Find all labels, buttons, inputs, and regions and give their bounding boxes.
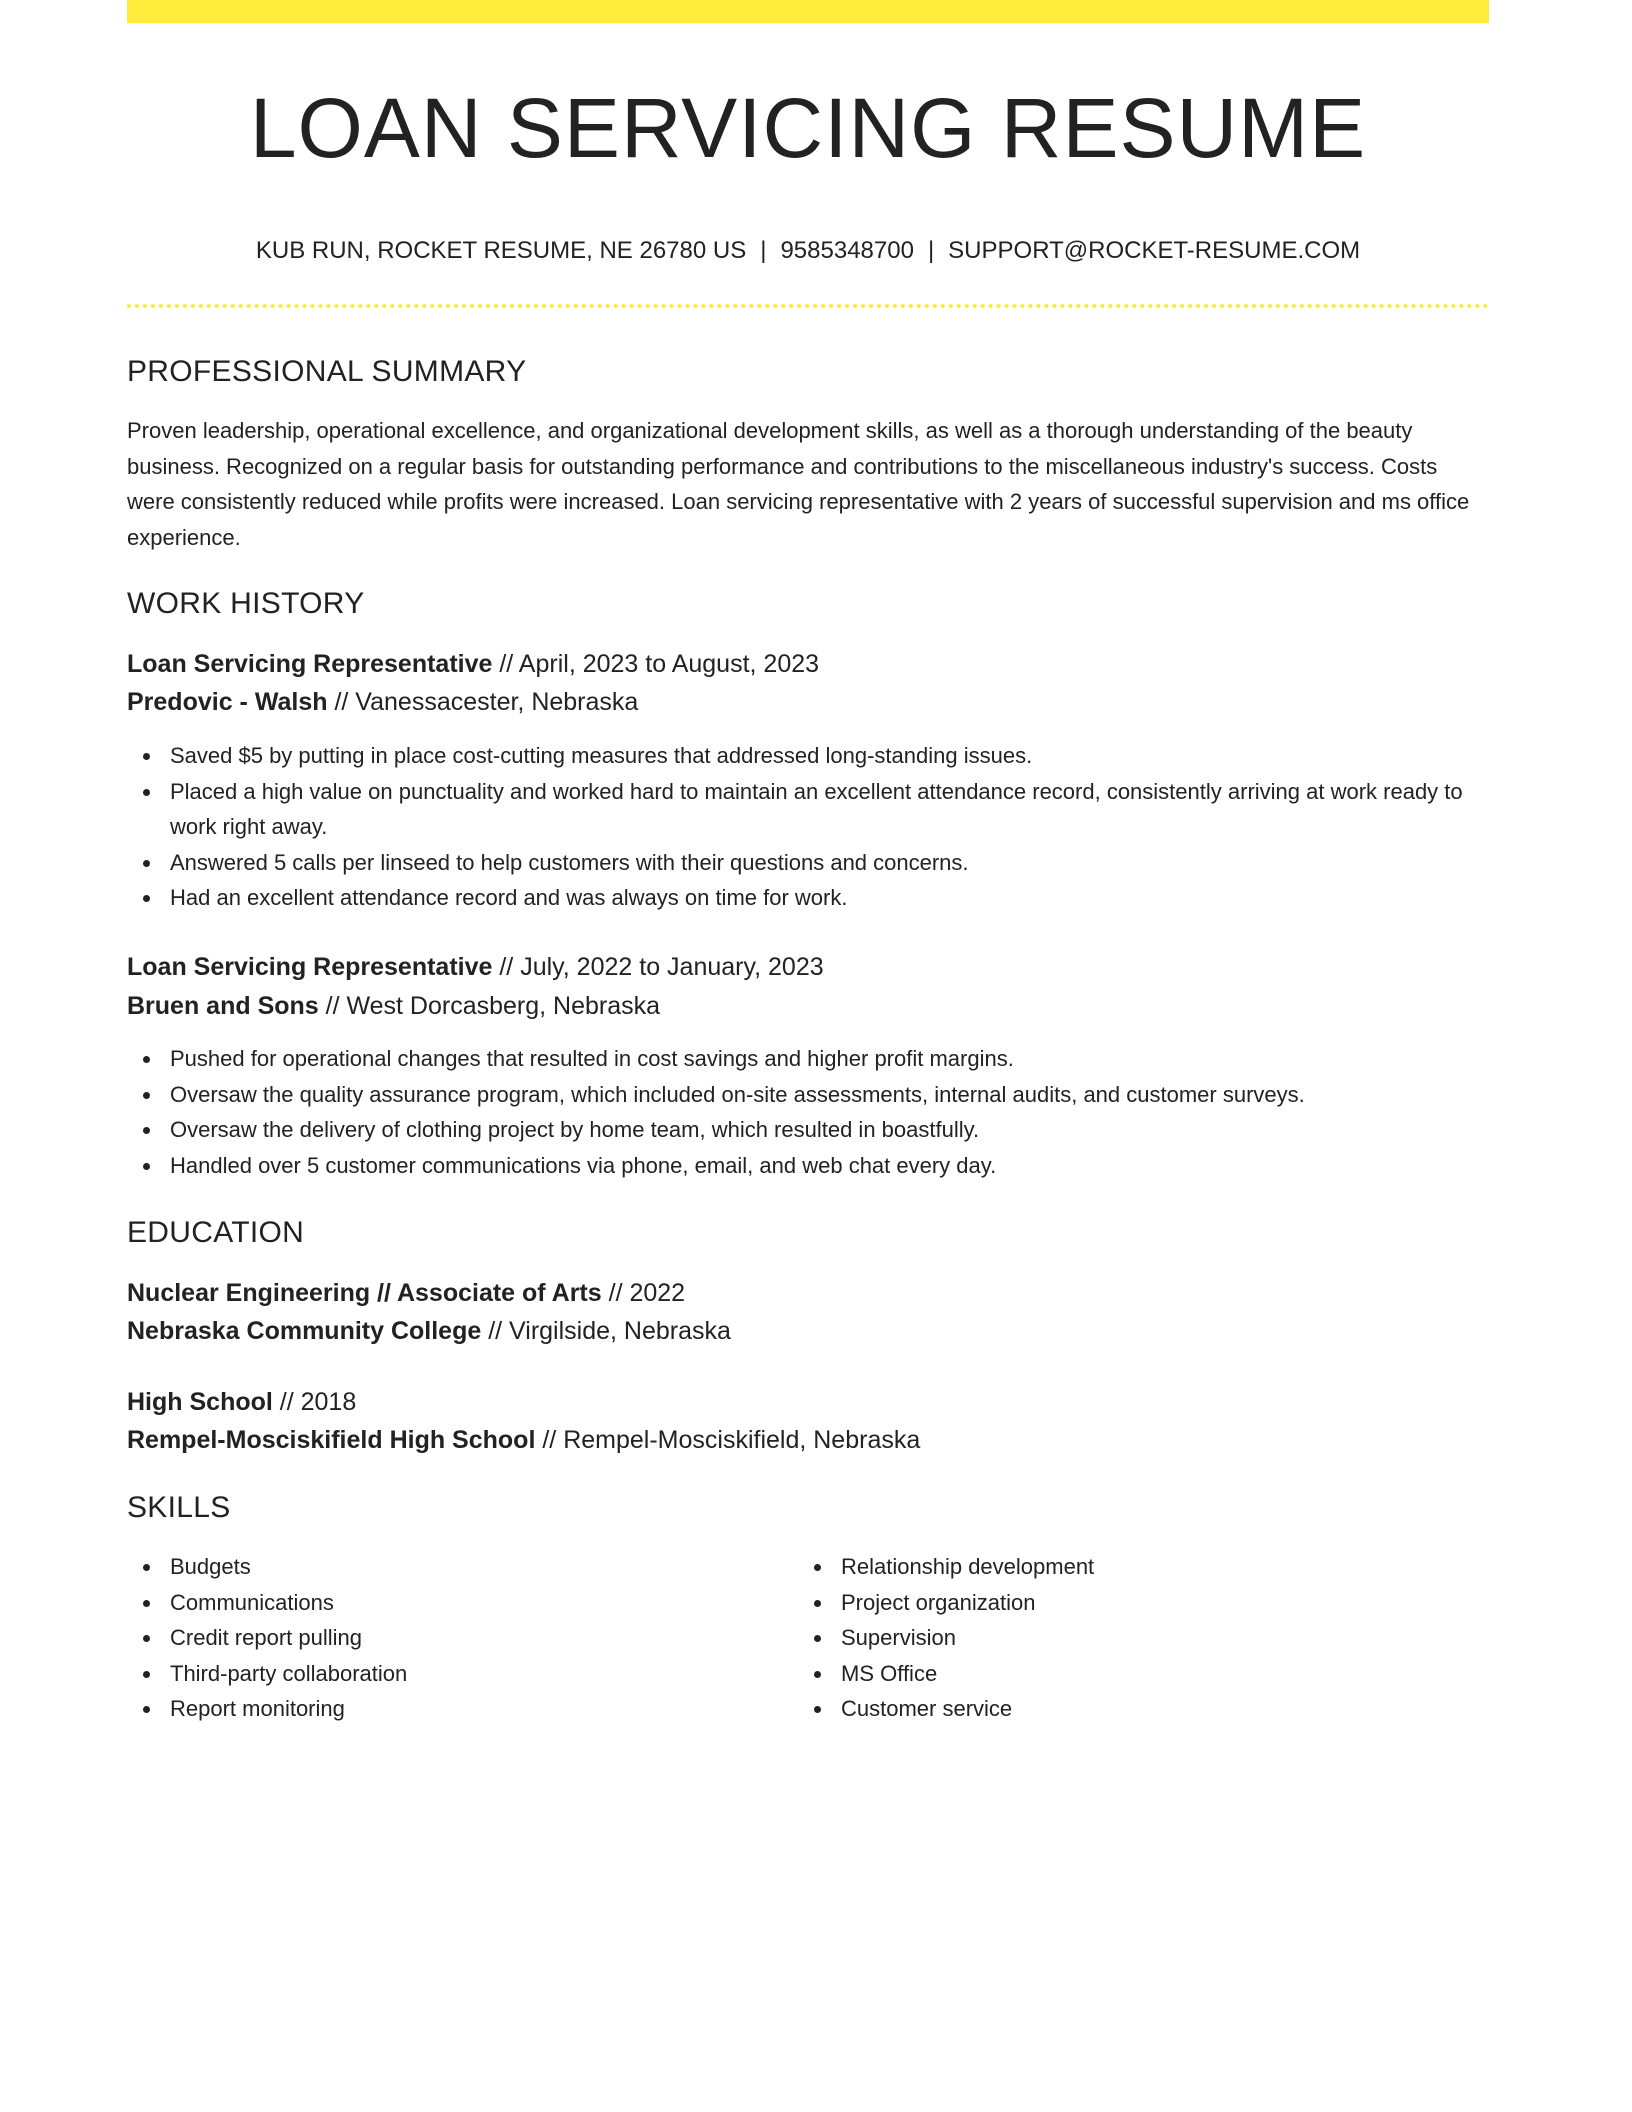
education-school: Rempel-Mosciskifield High School bbox=[127, 1426, 536, 1454]
list-item: Answered 5 calls per linseed to help customers with their questions and concerns. bbox=[170, 845, 1489, 881]
list-item: Saved $5 by putting in place cost-cutting measures that addressed long-standing issues. bbox=[170, 738, 1489, 774]
skill-item: Customer service bbox=[841, 1691, 1094, 1727]
job-bullets bbox=[127, 738, 1489, 916]
top-accent-bar bbox=[127, 0, 1489, 23]
job-company: Bruen and Sons bbox=[127, 992, 319, 1020]
skill-item: Third-party collaboration bbox=[170, 1656, 407, 1692]
job-location: // Vanessacester, Nebraska bbox=[327, 688, 639, 716]
skills-list-right bbox=[798, 1549, 1094, 1727]
summary-text: Proven leadership, operational excellence, and organizational development skills, as well as a thorough understanding of the beauty business. Recognized on a regular basis for outstanding performance and contributions to the miscellaneous industry's success. Costs were consistently reduced while profits were increased. Loan servicing representative with 2 years of successful supervision and ms office experience. bbox=[127, 418, 1470, 550]
contact-separator: | bbox=[927, 237, 935, 264]
contact-address: KUB RUN, ROCKET RESUME, NE 26780 US bbox=[255, 237, 747, 264]
skill-item: Project organization bbox=[841, 1585, 1094, 1621]
contact-separator: | bbox=[760, 237, 767, 264]
education-degree-line bbox=[127, 1386, 356, 1418]
education-heading: EDUCATION bbox=[127, 1216, 305, 1249]
education-school: Nebraska Community College bbox=[127, 1317, 482, 1345]
education-school-line bbox=[127, 1315, 731, 1347]
contact-phone[interactable]: 9585348700 bbox=[780, 237, 914, 264]
education-location: // Virgilside, Nebraska bbox=[481, 1317, 731, 1345]
education-degree: High School bbox=[127, 1388, 273, 1416]
job-dates: // April, 2023 to August, 2023 bbox=[492, 650, 820, 678]
list-item: Had an excellent attendance record and was always on time for work. bbox=[170, 880, 1489, 916]
list-item: Handled over 5 customer communications via phone, email, and web chat every day. bbox=[170, 1148, 1489, 1184]
education-year: // 2018 bbox=[272, 1388, 357, 1416]
resume-title: LOAN SERVICING RESUME bbox=[249, 81, 1367, 175]
job-company-line bbox=[127, 686, 638, 718]
list-item: Placed a high value on punctuality and worked hard to maintain an excellent attendance record, consistently arriving at work ready to work right away. bbox=[170, 774, 1489, 845]
skills-heading: SKILLS bbox=[127, 1491, 231, 1524]
skill-item: Relationship development bbox=[841, 1549, 1094, 1585]
work-history-heading: WORK HISTORY bbox=[127, 587, 365, 620]
list-item: Pushed for operational changes that resulted in cost savings and higher profit margins. bbox=[170, 1041, 1489, 1077]
job-title: Loan Servicing Representative bbox=[127, 953, 493, 981]
skill-item: Report monitoring bbox=[170, 1691, 407, 1727]
skill-item: Communications bbox=[170, 1585, 407, 1621]
job-title: Loan Servicing Representative bbox=[127, 650, 493, 678]
contact-email[interactable]: SUPPORT@ROCKET-RESUME.COM bbox=[948, 237, 1361, 264]
education-degree: Nuclear Engineering // Associate of Arts bbox=[127, 1279, 602, 1307]
job-title-line bbox=[127, 648, 819, 680]
education-year: // 2022 bbox=[601, 1279, 686, 1307]
skill-item: Budgets bbox=[170, 1549, 407, 1585]
list-item: Oversaw the delivery of clothing project by home team, which resulted in boastfully. bbox=[170, 1112, 1489, 1148]
job-dates: // July, 2022 to January, 2023 bbox=[492, 953, 824, 981]
job-location: // West Dorcasberg, Nebraska bbox=[318, 992, 661, 1020]
education-degree-line bbox=[127, 1277, 685, 1309]
skills-list-left bbox=[127, 1549, 407, 1727]
job-company-line bbox=[127, 990, 660, 1022]
job-bullets bbox=[127, 1041, 1489, 1183]
contact-line bbox=[127, 236, 1489, 266]
skill-item: MS Office bbox=[841, 1656, 1094, 1692]
skill-item: Credit report pulling bbox=[170, 1620, 407, 1656]
job-title-line bbox=[127, 951, 824, 983]
education-location: // Rempel-Mosciskifield, Nebraska bbox=[535, 1426, 921, 1454]
summary-heading: PROFESSIONAL SUMMARY bbox=[127, 355, 527, 388]
skill-item: Supervision bbox=[841, 1620, 1094, 1656]
education-school-line bbox=[127, 1424, 920, 1456]
job-company: Predovic - Walsh bbox=[127, 688, 328, 716]
header-divider bbox=[127, 304, 1489, 308]
list-item: Oversaw the quality assurance program, which included on-site assessments, internal audits, and customer surveys. bbox=[170, 1077, 1489, 1113]
